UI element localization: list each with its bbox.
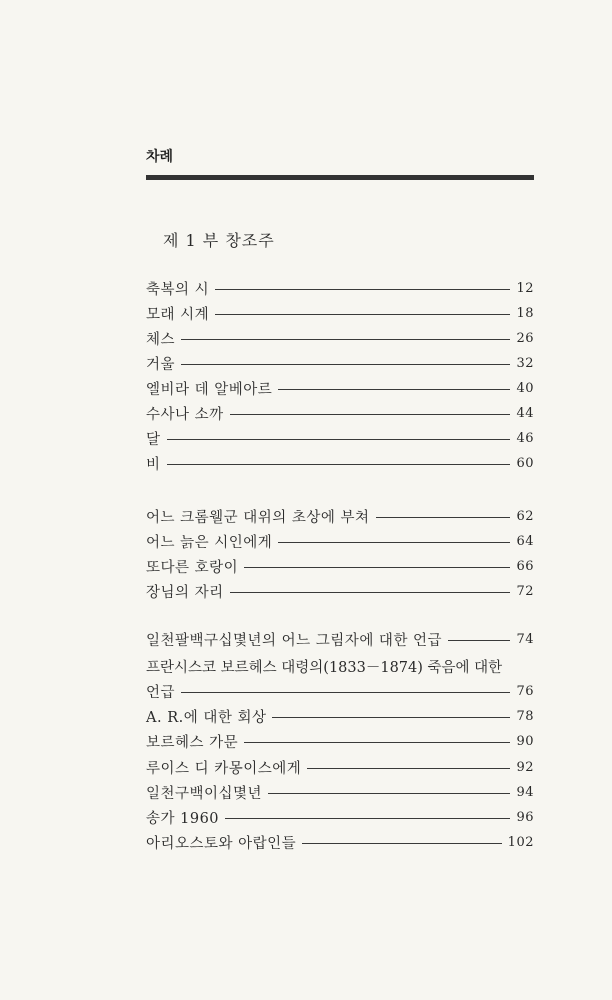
toc-entry (146, 730, 534, 752)
toc-leader (181, 364, 510, 365)
toc-entry (146, 327, 534, 349)
toc-leader (307, 768, 510, 769)
toc-entry-title: 장님의 자리 (146, 584, 224, 601)
toc-entry-title: 언급 (146, 684, 176, 701)
toc-entry-title: 어느 크롬웰군 대위의 초상에 부쳐 (146, 509, 370, 526)
toc-entry-page: 90 (516, 733, 534, 749)
toc-entry (146, 530, 534, 552)
toc-entry-title: 비 (146, 456, 161, 473)
toc-entry-page: 78 (516, 708, 534, 724)
toc-entry-page: 60 (516, 455, 534, 471)
toc-entry-title: 아리오스토와 아랍인들 (146, 835, 297, 852)
toc-entry-page: 92 (516, 759, 534, 775)
toc-entry-title: 루이스 디 카몽이스에게 (146, 760, 302, 777)
toc-entry-continued (146, 655, 534, 677)
toc-entry-title: 프란시스코 보르헤스 대령의(1833－1874) 죽음에 대한 (146, 659, 503, 676)
header-rule (146, 175, 534, 180)
toc-leader (272, 717, 510, 718)
toc-header: 차례 (146, 149, 174, 165)
toc-entry-title: 송가 1960 (146, 810, 220, 827)
toc-leader (278, 389, 510, 390)
toc-entry-page: 40 (516, 380, 534, 396)
toc-leader (215, 289, 510, 290)
toc-leader (302, 843, 501, 844)
toc-entry-title: 또다른 호랑이 (146, 559, 239, 576)
toc-entry-page: 64 (516, 533, 534, 549)
toc-entry-page: 26 (516, 330, 534, 346)
toc-entry (146, 277, 534, 299)
part-title: 제 1 부 창조주 (163, 231, 275, 250)
toc-entry-page: 44 (516, 405, 534, 421)
toc-entry-title: 보르헤스 가문 (146, 734, 239, 751)
toc-entry-page: 66 (516, 558, 534, 574)
toc-leader (244, 567, 510, 568)
toc-entry-page: 74 (516, 631, 534, 647)
toc-entry (146, 680, 534, 702)
toc-entry (146, 628, 534, 650)
toc-leader (181, 692, 510, 693)
toc-entry-page: 62 (516, 508, 534, 524)
toc-entry (146, 831, 534, 853)
toc-leader (167, 439, 511, 440)
toc-entry-title: 체스 (146, 331, 176, 348)
toc-entry-title: 어느 늙은 시인에게 (146, 534, 273, 551)
toc-leader (230, 592, 511, 593)
toc-entry-page: 46 (516, 430, 534, 446)
toc-entry-title: 거울 (146, 356, 176, 373)
toc-leader (268, 793, 510, 794)
toc-entry (146, 505, 534, 527)
toc-entry (146, 402, 534, 424)
toc-leader (376, 517, 511, 518)
toc-leader (215, 314, 510, 315)
toc-entry-page: 94 (516, 784, 534, 800)
toc-entry-title: A. R.에 대한 회상 (146, 709, 267, 726)
toc-entry-page: 18 (516, 305, 534, 321)
toc-leader (278, 542, 510, 543)
toc-leader (181, 339, 510, 340)
toc-entry (146, 377, 534, 399)
toc-entry-title: 수사나 소까 (146, 406, 224, 423)
toc-entry-page: 72 (516, 583, 534, 599)
toc-entry (146, 705, 534, 727)
toc-leader (230, 414, 511, 415)
toc-entry (146, 806, 534, 828)
toc-entry (146, 580, 534, 602)
toc-entry (146, 781, 534, 803)
toc-entry-title: 일천구백이십몇년 (146, 785, 263, 802)
toc-entry-page: 102 (507, 834, 534, 850)
toc-entry-title: 모래 시계 (146, 306, 210, 323)
toc-entry-page: 32 (516, 355, 534, 371)
toc-entry (146, 452, 534, 474)
toc-entry-title: 일천팔백구십몇년의 어느 그림자에 대한 언급 (146, 632, 443, 649)
toc-entry (146, 555, 534, 577)
toc-entry-title: 엘비라 데 알베아르 (146, 381, 273, 398)
toc-leader (225, 818, 510, 819)
toc-entry (146, 352, 534, 374)
toc-entry-title: 축복의 시 (146, 281, 210, 298)
toc-entry (146, 302, 534, 324)
toc-entry (146, 756, 534, 778)
toc-entry-page: 96 (516, 809, 534, 825)
toc-entry-title: 달 (146, 431, 161, 448)
toc-leader (167, 464, 511, 465)
toc-entry-page: 12 (516, 280, 534, 296)
toc-entry (146, 427, 534, 449)
toc-leader (244, 742, 510, 743)
toc-leader (448, 640, 510, 641)
toc-entry-page: 76 (516, 683, 534, 699)
